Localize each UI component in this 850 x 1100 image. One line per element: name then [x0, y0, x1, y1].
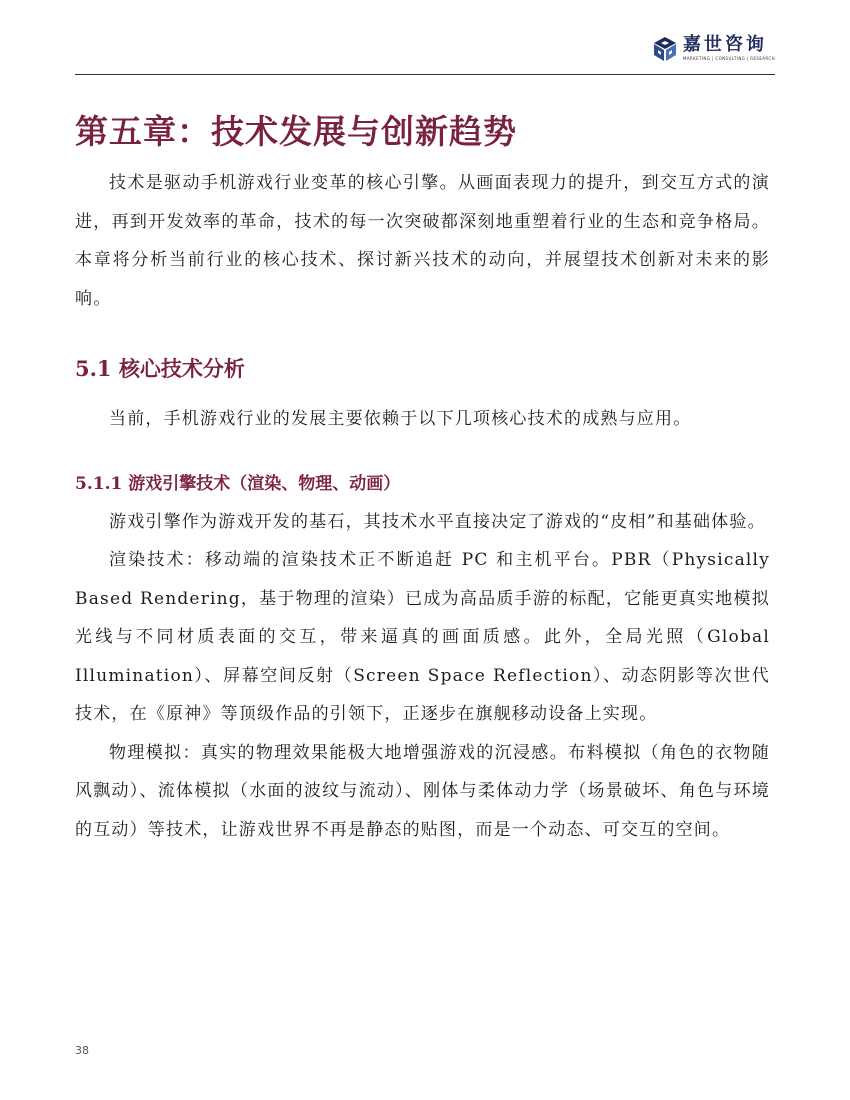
chapter-title: 第五章：技术发展与创新趋势: [75, 112, 517, 151]
logo-tagline: MARKETING | CONSULTING | RESEARCH: [682, 56, 775, 61]
page-content: [75, 100, 770, 849]
engine-intro-paragraph: 游戏引擎作为游戏开发的基石，其技术水平直接决定了游戏的“皮相”和基础体验。: [109, 511, 766, 532]
page-number: 38: [75, 1044, 89, 1057]
section-5-1-title: 5.1 核心技术分析: [75, 356, 245, 381]
section-5-1-1-title: 5.1.1 游戏引擎技术（渲染、物理、动画）: [75, 473, 401, 494]
section-5-1-paragraph: 当前，手机游戏行业的发展主要依赖于以下几项核心技术的成熟与应用。: [109, 409, 692, 429]
page-header: [75, 28, 775, 75]
chapter-intro-paragraph: 技术是驱动手机游戏行业变革的核心引擎。从画面表现力的提升，到交互方式的演进，再到开发效率的革命，技术的每一次突破都深刻地重塑着行业的生态和竞争格局。本章将分析当前行业的核心技术、探讨新兴技术的动向，并展望技术创新对未来的影响。: [75, 173, 770, 309]
company-logo: [652, 35, 775, 69]
physics-paragraph: 物理模拟：真实的物理效果能极大地增强游戏的沉浸感。布料模拟（角色的衣物随风飘动）、流体模拟（水面的波纹与流动）、刚体与柔体动力学（场景破坏、角色与环境的互动）等技术，让游戏世界不再是静态的贴图，而是一个动态、可交互的空间。: [75, 742, 770, 840]
cube-logo-icon: [652, 36, 678, 62]
rendering-paragraph: 渲染技术：移动端的渲染技术正不断追赶 PC 和主机平台。PBR（Physically Based Rendering，基于物理的渲染）已成为高品质手游的标配，它能更真实地模拟光线与不同材质表面的交互，带来逼真的画面质感。此外，全局光照（Global Illumination）、屏幕空间反射（Screen Space Reflection）、动态阴影等次世代技术，在《原神》等顶级作品的引领下，正逐步在旗舰移动设备上实现。: [75, 550, 770, 724]
logo-name: 嘉世咨询: [682, 34, 767, 55]
